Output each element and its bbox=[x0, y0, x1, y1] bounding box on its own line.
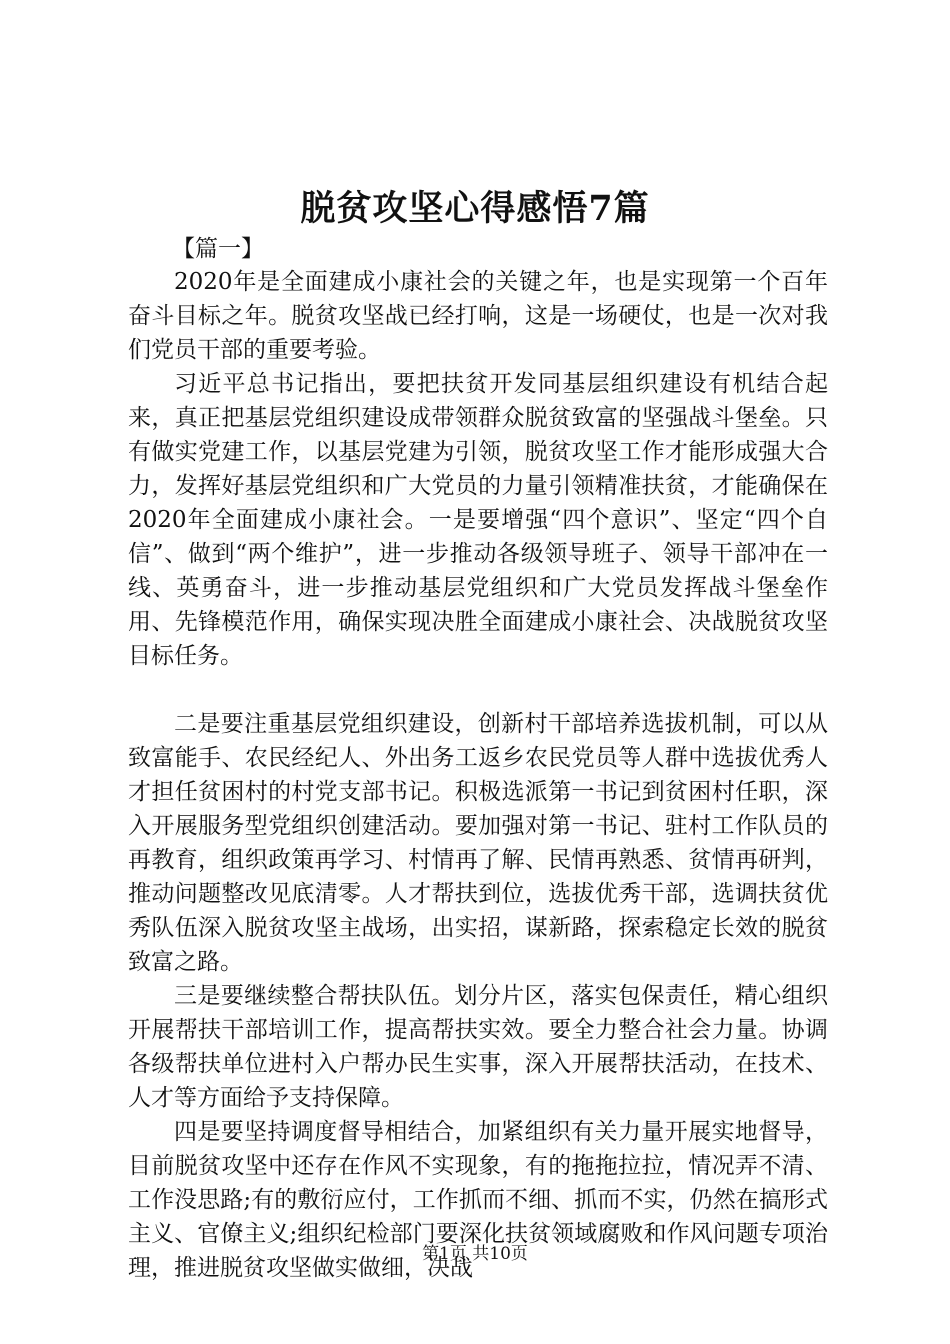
paragraph-3: 二是要注重基层党组织建设，创新村干部培养选拔机制，可以从致富能手、农民经纪人、外出务工返乡农民党员等人群中选拔优秀人才担任贫困村的村党支部书记。积极选派第一书记到贫困村任职，深入开展服务型党组织创建活动。要加强对第一书记、驻村工作队员的再教育，组织政策再学习、村情再了解、民情再熟悉、贫情再研判，推动问题整改见底清零。人才帮扶到位，选拔优秀干部，选调扶贫优秀队伍深入脱贫攻坚主战场，出实招，谋新路，探索稳定长效的脱贫致富之路。 bbox=[128, 711, 828, 975]
paragraph-4: 三是要继续整合帮扶队伍。划分片区，落实包保责任，精心组织开展帮扶干部培训工作，提高帮扶实效。要全力整合社会力量。协调各级帮扶单位进村入户帮办民生实事，深入开展帮扶活动，在技术、人才等方面给予支持保障。 bbox=[128, 983, 828, 1111]
page-footer: 第1页 共10页 bbox=[422, 1244, 528, 1264]
paragraph-1: 2020年是全面建成小康社会的关键之年，也是实现第一个百年奋斗目标之年。脱贫攻坚战已经打响，这是一场硬仗，也是一次对我们党员干部的重要考验。 bbox=[128, 269, 828, 363]
paragraph-2: 习近平总书记指出，要把扶贫开发同基层组织建设有机结合起来，真正把基层党组织建设成带领群众脱贫致富的坚强战斗堡垒。只有做实党建工作，以基层党建为引领，脱贫攻坚工作才能形成强大合力，发挥好基层党组织和广大党员的力量引领精准扶贫，才能确保在2020年全面建成小康社会。一是要增强“四个意识”、坚定“四个自信”、做到“两个维护”，进一步推动各级领导班子、领导干部冲在一线、英勇奋斗，进一步推动基层党组织和广大党员发挥战斗堡垒作用、先锋模范作用，确保实现决胜全面建成小康社会、决战脱贫攻坚目标任务。 bbox=[128, 371, 828, 669]
paragraph-5: 四是要坚持调度督导相结合，加紧组织有关力量开展实地督导，目前脱贫攻坚中还存在作风不实现象，有的拖拖拉拉，情况弄不清、工作没思路;有的敷衍应付，工作抓而不细、抓而不实，仍然在搞形式主义、官僚主义;组织纪检部门要深化扶贫领域腐败和作风问题专项治理，推进脱贫攻坚做实做细，决战 bbox=[128, 1119, 828, 1281]
document-title: 脱贫攻坚心得感悟7篇 bbox=[300, 188, 650, 229]
document-body bbox=[128, 265, 828, 1285]
section-heading: 【篇一】 bbox=[172, 236, 264, 262]
